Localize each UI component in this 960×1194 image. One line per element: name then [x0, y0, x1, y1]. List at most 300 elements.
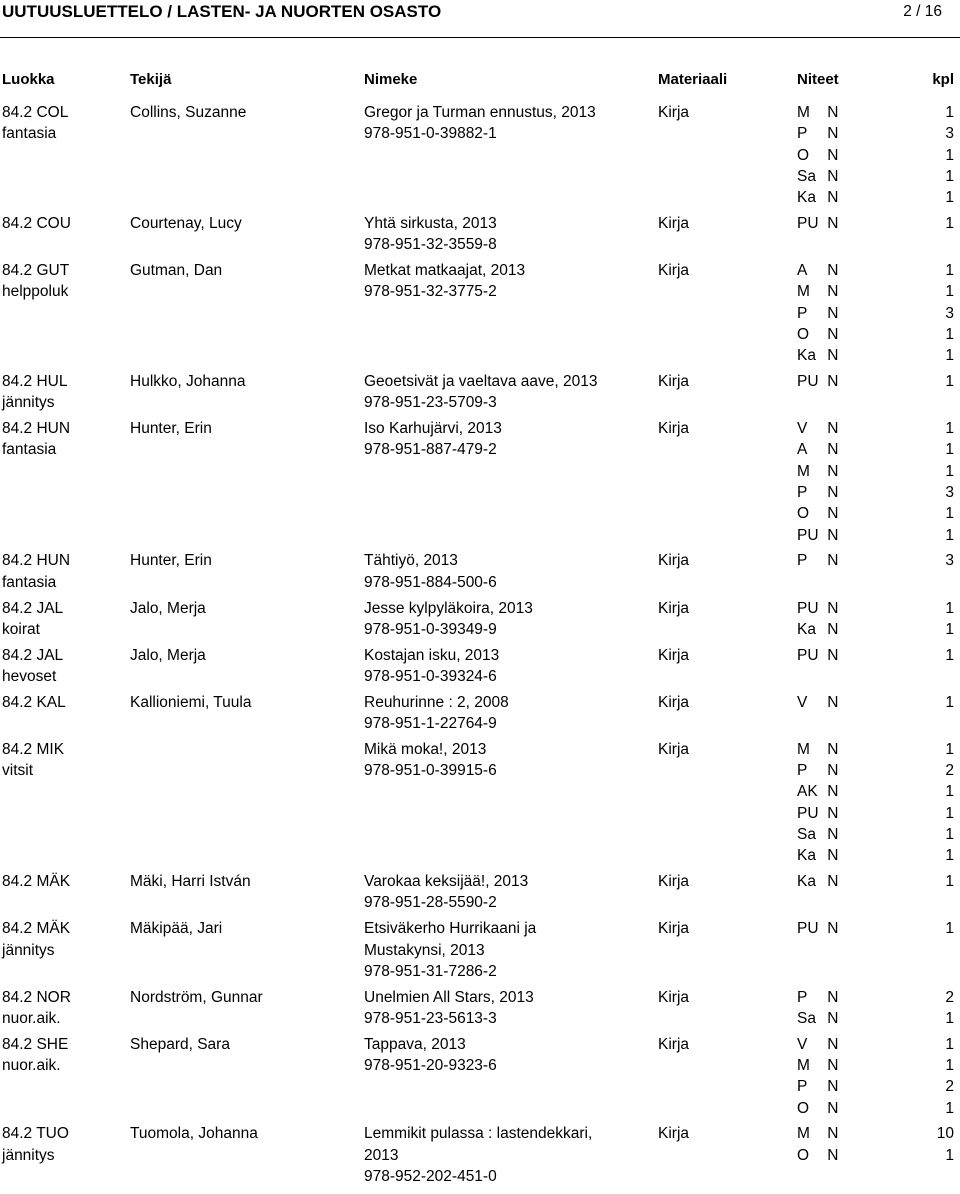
luokka-line: 84.2 MÄK: [2, 920, 71, 938]
author: Hunter, Erin: [130, 420, 212, 438]
entry-luokka: [2, 371, 67, 414]
location-code: A: [797, 441, 808, 459]
copies-status: N: [823, 599, 839, 617]
copies-location: [797, 550, 839, 571]
title-line: Reuhurinne : 2, 2008: [364, 693, 509, 711]
entry-luokka: [2, 871, 70, 892]
location-code: Sa: [797, 1009, 816, 1027]
location-code: Ka: [797, 620, 816, 638]
copies-count: 1: [945, 599, 954, 617]
copies-status: N: [823, 283, 839, 301]
location-code: AK: [797, 783, 818, 801]
location-code: A: [797, 262, 808, 280]
column-header-materiaali: Materiaali: [658, 71, 728, 88]
entry-niteet: [797, 371, 839, 392]
entry-materiaali: [658, 739, 689, 760]
copies-status: N: [823, 693, 839, 711]
material-type: Kirja: [658, 215, 690, 232]
copies-status: N: [823, 1009, 839, 1027]
material-type: Kirja: [658, 988, 690, 1006]
author: Hunter, Erin: [130, 552, 212, 570]
luokka-line: helppoluk: [2, 283, 69, 301]
title-line: 978-951-884-500-6: [364, 573, 497, 591]
entry-luokka: [2, 1123, 69, 1166]
entry-nimeke: [364, 739, 497, 782]
title-line: Jesse kylpyläkoira, 2013: [364, 599, 533, 617]
copies-status: N: [823, 104, 839, 121]
catalog-entry: [0, 550, 960, 597]
title-line: 978-951-1-22764-9: [364, 715, 497, 733]
copies-location: [797, 598, 839, 619]
entry-niteet: [797, 1123, 839, 1166]
title-line: Geoetsivät ja vaeltava aave, 2013: [364, 373, 598, 391]
column-header-tekija: Tekijä: [130, 71, 172, 88]
catalog-entry: [0, 987, 960, 1034]
luokka-line: nuor.aik.: [2, 1009, 61, 1027]
material-type: Kirja: [658, 262, 690, 280]
entry-nimeke: [364, 871, 528, 914]
copies-location: [797, 1098, 839, 1119]
entry-kpl: [945, 598, 954, 641]
entry-niteet: [797, 918, 839, 939]
copies-status: N: [823, 1035, 839, 1053]
location-code: V: [797, 693, 808, 711]
catalog-entry: [0, 739, 960, 871]
luokka-line: jännitys: [2, 941, 55, 959]
copies-status: N: [823, 420, 839, 438]
copies-count: 1: [945, 783, 954, 801]
copies-count: 1: [945, 1099, 954, 1117]
copies-status: N: [823, 1146, 839, 1164]
title-line: 978-951-32-3775-2: [364, 283, 497, 301]
location-code: P: [797, 484, 808, 502]
copies-count: 1: [945, 347, 954, 365]
entry-niteet: [797, 692, 839, 713]
entry-luokka: [2, 550, 70, 593]
entry-niteet: [797, 739, 839, 867]
entry-niteet: [797, 213, 839, 234]
copies-location: [797, 803, 839, 824]
entry-materiaali: [658, 260, 689, 281]
copies-location: [797, 760, 839, 781]
copies-location: [797, 1123, 839, 1144]
location-code: M: [797, 283, 810, 301]
entry-materiaali: [658, 102, 689, 123]
entry-luokka: [2, 739, 64, 782]
copies-location: [797, 781, 839, 802]
luokka-line: 84.2 GUT: [2, 262, 70, 280]
entry-nimeke: [364, 918, 536, 982]
entry-niteet: [797, 987, 839, 1030]
entry-luokka: [2, 918, 70, 961]
copies-location: [797, 1145, 839, 1166]
author: Nordström, Gunnar: [130, 988, 263, 1006]
copies-count: 1: [945, 283, 954, 301]
copies-location: [797, 439, 839, 460]
material-type: Kirja: [658, 920, 690, 938]
title-line: Metkat matkaajat, 2013: [364, 262, 526, 280]
copies-status: N: [823, 1125, 839, 1143]
title-line: Varokaa keksijää!, 2013: [364, 873, 529, 891]
material-type: Kirja: [658, 646, 690, 664]
copies-location: [797, 987, 839, 1008]
entry-kpl: [945, 1034, 954, 1119]
entry-materiaali: [658, 871, 689, 892]
location-code: P: [797, 125, 808, 143]
entry-kpl: [945, 371, 954, 392]
entry-materiaali: [658, 418, 689, 439]
entry-tekija: [130, 550, 212, 571]
title-line: 978-951-0-39349-9: [364, 620, 497, 638]
entry-niteet: [797, 871, 839, 892]
luokka-line: 84.2 HUN: [2, 552, 71, 570]
copies-count: 1: [945, 104, 954, 121]
author: Gutman, Dan: [130, 262, 223, 280]
copies-location: [797, 1076, 839, 1097]
title-line: 978-951-0-39324-6: [364, 667, 497, 685]
catalog-entry: [0, 418, 960, 550]
entry-kpl: [945, 550, 954, 571]
entry-luokka: [2, 692, 66, 713]
entry-tekija: [130, 645, 206, 666]
location-code: PU: [797, 373, 819, 391]
copies-location: [797, 619, 839, 640]
copies-status: N: [823, 1099, 839, 1117]
entry-nimeke: [364, 213, 497, 256]
copies-count: 3: [945, 552, 954, 570]
luokka-line: koirat: [2, 620, 40, 638]
copies-count: 1: [945, 826, 954, 844]
copies-status: N: [823, 215, 839, 232]
title-line: Lemmikit pulassa : lastendekkari,: [364, 1125, 593, 1143]
luokka-line: fantasia: [2, 125, 57, 143]
location-code: M: [797, 1057, 810, 1075]
title-line: Unelmien All Stars, 2013: [364, 988, 534, 1006]
location-code: V: [797, 420, 808, 438]
copies-location: [797, 145, 839, 166]
copies-count: 1: [945, 189, 954, 207]
location-code: P: [797, 762, 808, 780]
location-code: O: [797, 505, 810, 523]
luokka-line: 84.2 MIK: [2, 740, 65, 758]
copies-count: 1: [945, 620, 954, 638]
luokka-line: jännitys: [2, 394, 55, 412]
copies-count: 1: [945, 920, 954, 938]
entry-tekija: [130, 418, 212, 439]
material-type: Kirja: [658, 373, 690, 391]
author: Mäki, Harri István: [130, 873, 251, 891]
copies-count: 1: [945, 146, 954, 164]
title-line: Iso Karhujärvi, 2013: [364, 420, 502, 438]
location-code: Ka: [797, 189, 816, 207]
title-line: 978-951-32-3559-8: [364, 236, 497, 254]
entry-nimeke: [364, 692, 509, 735]
title-line: 978-951-887-479-2: [364, 441, 497, 459]
luokka-line: 84.2 KAL: [2, 693, 66, 711]
entry-materiaali: [658, 598, 689, 619]
entry-kpl: [945, 260, 954, 366]
copies-count: 1: [945, 462, 954, 480]
entry-kpl: [945, 213, 954, 234]
luokka-line: fantasia: [2, 573, 57, 591]
catalog-entry: [0, 1034, 960, 1124]
title-line: Mikä moka!, 2013: [364, 740, 487, 758]
entry-luokka: [2, 418, 70, 461]
copies-status: N: [823, 1057, 839, 1075]
luokka-line: vitsit: [2, 762, 33, 780]
entry-niteet: [797, 102, 839, 208]
entry-kpl: [945, 918, 954, 939]
copies-status: N: [823, 347, 839, 365]
entry-materiaali: [658, 371, 689, 392]
copies-location: [797, 845, 839, 866]
entry-nimeke: [364, 1034, 497, 1077]
entry-materiaali: [658, 1034, 689, 1055]
copies-count: 1: [945, 1057, 954, 1075]
location-code: O: [797, 1146, 810, 1164]
catalog-entry: [0, 645, 960, 692]
entry-nimeke: [364, 550, 497, 593]
luokka-line: 84.2 JAL: [2, 646, 64, 664]
luokka-line: 84.2 TUO: [2, 1125, 69, 1143]
location-code: V: [797, 1035, 808, 1053]
material-type: Kirja: [658, 873, 690, 891]
entry-niteet: [797, 598, 839, 641]
entry-nimeke: [364, 260, 525, 303]
entry-luokka: [2, 987, 71, 1030]
copies-status: N: [823, 484, 839, 502]
catalog-entry: [0, 102, 960, 213]
copies-count: 1: [945, 646, 954, 664]
location-code: O: [797, 146, 810, 164]
copies-location: [797, 187, 839, 208]
entry-kpl: [945, 418, 954, 546]
document-title: UUTUUSLUETTELO / LASTEN- JA NUORTEN OSASTO: [2, 2, 442, 21]
location-code: M: [797, 740, 810, 758]
location-code: Ka: [797, 347, 816, 365]
copies-count: 10: [936, 1125, 954, 1143]
copies-status: N: [823, 167, 839, 185]
copies-location: [797, 692, 839, 713]
entry-niteet: [797, 260, 839, 366]
page-number: 2 / 16: [903, 3, 942, 20]
title-line: 978-951-28-5590-2: [364, 894, 497, 912]
copies-location: [797, 525, 839, 546]
luokka-line: 84.2 MÄK: [2, 873, 71, 891]
material-type: Kirja: [658, 740, 690, 758]
copies-status: N: [823, 373, 839, 391]
copies-location: [797, 503, 839, 524]
copies-status: N: [823, 620, 839, 638]
copies-status: N: [823, 826, 839, 844]
title-line: 978-951-23-5709-3: [364, 394, 497, 412]
copies-location: [797, 1008, 839, 1029]
copies-location: [797, 871, 839, 892]
location-code: PU: [797, 526, 819, 544]
entry-nimeke: [364, 598, 533, 641]
copies-count: 1: [945, 420, 954, 438]
copies-location: [797, 371, 839, 392]
material-type: Kirja: [658, 693, 690, 711]
location-code: P: [797, 304, 808, 322]
luokka-line: 84.2 HUL: [2, 373, 68, 391]
copies-location: [797, 482, 839, 503]
title-line: 978-951-20-9323-6: [364, 1057, 497, 1075]
entry-kpl: [945, 645, 954, 666]
catalog-entry: [0, 871, 960, 918]
catalog-entry: [0, 371, 960, 418]
copies-count: 1: [945, 373, 954, 391]
copies-count: 1: [945, 873, 954, 891]
copies-status: N: [823, 526, 839, 544]
copies-status: N: [823, 262, 839, 280]
author: Hulkko, Johanna: [130, 373, 246, 391]
luokka-line: hevoset: [2, 667, 57, 685]
material-type: Kirja: [658, 599, 690, 617]
location-code: Ka: [797, 847, 816, 865]
copies-status: N: [823, 325, 839, 343]
title-line: 978-951-31-7286-2: [364, 962, 497, 980]
location-code: P: [797, 1078, 808, 1096]
copies-location: [797, 213, 839, 234]
entry-tekija: [130, 692, 251, 713]
copies-count: 3: [945, 304, 954, 322]
copies-location: [797, 166, 839, 187]
location-code: PU: [797, 215, 819, 232]
entry-materiaali: [658, 1123, 689, 1144]
copies-location: [797, 260, 839, 281]
entry-tekija: [130, 871, 251, 892]
title-line: Gregor ja Turman ennustus, 2013: [364, 104, 596, 121]
entry-niteet: [797, 645, 839, 666]
entry-tekija: [130, 1034, 230, 1055]
entry-luokka: [2, 645, 63, 688]
luokka-line: 84.2 HUN: [2, 420, 71, 438]
title-line: 978-951-0-39915-6: [364, 762, 497, 780]
copies-status: N: [823, 552, 839, 570]
catalog-entry: [0, 213, 960, 260]
copies-status: N: [823, 304, 839, 322]
entry-kpl: [945, 987, 954, 1030]
copies-location: [797, 102, 839, 123]
title-line: 978-952-202-451-0: [364, 1168, 497, 1186]
material-type: Kirja: [658, 420, 690, 438]
copies-location: [797, 418, 839, 439]
copies-status: N: [823, 762, 839, 780]
copies-status: N: [823, 1078, 839, 1096]
copies-status: N: [823, 462, 839, 480]
location-code: PU: [797, 804, 819, 822]
luokka-line: fantasia: [2, 441, 57, 459]
entry-kpl: [945, 692, 954, 713]
entry-tekija: [130, 102, 246, 123]
entry-nimeke: [364, 371, 598, 414]
copies-status: N: [823, 125, 839, 143]
entry-nimeke: [364, 102, 596, 145]
author: Collins, Suzanne: [130, 104, 247, 121]
copies-status: N: [823, 920, 839, 938]
luokka-line: 84.2 JAL: [2, 599, 64, 617]
catalog-entry: [0, 598, 960, 645]
material-type: Kirja: [658, 552, 690, 570]
title-line: Tappava, 2013: [364, 1035, 466, 1053]
entry-materiaali: [658, 692, 689, 713]
location-code: PU: [797, 646, 819, 664]
entry-luokka: [2, 598, 63, 641]
copies-location: [797, 824, 839, 845]
column-header-luokka: Luokka: [2, 71, 55, 88]
copies-count: 1: [945, 505, 954, 523]
copies-location: [797, 123, 839, 144]
entry-tekija: [130, 1123, 258, 1144]
location-code: PU: [797, 920, 819, 938]
entry-tekija: [130, 987, 263, 1008]
header-divider: [0, 37, 960, 38]
copies-location: [797, 1055, 839, 1076]
copies-count: 1: [945, 1035, 954, 1053]
entry-tekija: [130, 213, 242, 234]
copies-count: 3: [945, 484, 954, 502]
catalog-entry: [0, 692, 960, 739]
catalog-entry: [0, 1123, 960, 1191]
column-header-row: [0, 70, 960, 90]
copies-count: 1: [945, 847, 954, 865]
entry-kpl: [945, 739, 954, 867]
luokka-line: 84.2 COU: [2, 215, 71, 232]
copies-location: [797, 918, 839, 939]
entry-niteet: [797, 550, 839, 571]
title-line: Tähtiyö, 2013: [364, 552, 458, 570]
entry-materiaali: [658, 918, 689, 939]
copies-count: 1: [945, 526, 954, 544]
copies-status: N: [823, 646, 839, 664]
entry-luokka: [2, 260, 69, 303]
catalog-entry: [0, 918, 960, 986]
luokka-line: nuor.aik.: [2, 1057, 61, 1075]
copies-status: N: [823, 847, 839, 865]
author: Mäkipää, Jari: [130, 920, 223, 938]
location-code: Sa: [797, 167, 816, 185]
entry-kpl: [937, 1123, 954, 1166]
title-line: Mustakynsi, 2013: [364, 941, 485, 959]
luokka-line: jännitys: [2, 1146, 55, 1164]
luokka-line: 84.2 COL: [2, 104, 69, 121]
entry-nimeke: [364, 645, 499, 688]
location-code: Sa: [797, 826, 816, 844]
location-code: PU: [797, 599, 819, 617]
author: Tuomola, Johanna: [130, 1125, 258, 1143]
entry-luokka: [2, 1034, 68, 1077]
entry-materiaali: [658, 550, 689, 571]
author: Courtenay, Lucy: [130, 215, 242, 232]
entry-luokka: [2, 213, 71, 234]
material-type: Kirja: [658, 1035, 690, 1053]
copies-location: [797, 281, 839, 302]
copies-count: 2: [945, 762, 954, 780]
entry-nimeke: [364, 987, 534, 1030]
title-line: 2013: [364, 1146, 399, 1164]
entry-tekija: [130, 918, 222, 939]
location-code: P: [797, 988, 808, 1006]
location-code: M: [797, 1125, 810, 1143]
column-header-niteet: Niteet: [797, 71, 839, 88]
entry-tekija: [130, 371, 245, 392]
title-line: Yhtä sirkusta, 2013: [364, 215, 497, 232]
entry-nimeke: [364, 418, 502, 461]
entry-luokka: [2, 102, 68, 145]
location-code: P: [797, 552, 808, 570]
copies-count: 2: [945, 988, 954, 1006]
